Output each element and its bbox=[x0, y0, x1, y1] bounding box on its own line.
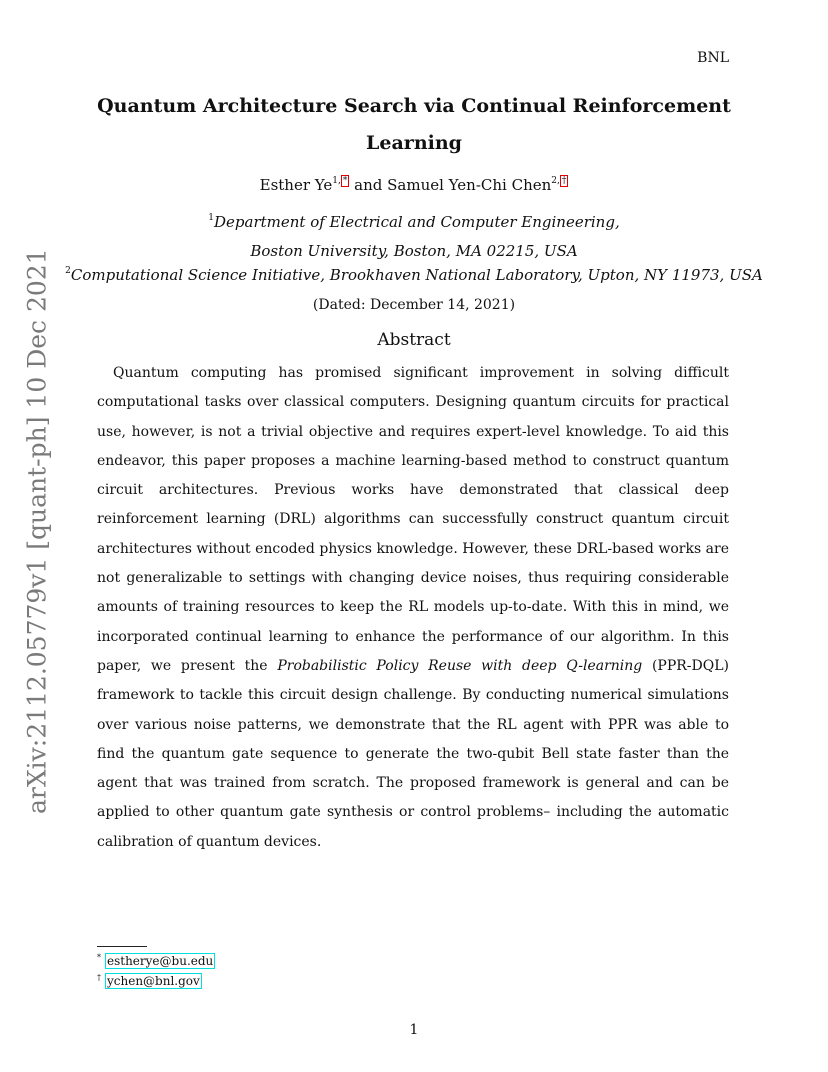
paper-title bbox=[0, 88, 828, 162]
abstract-heading: Abstract bbox=[377, 330, 451, 350]
footnote-rule bbox=[97, 946, 147, 947]
author-1-affil: 1, * bbox=[332, 176, 348, 186]
arxiv-stamp: arXiv:2112.05779v1 [quant-ph] 10 Dec 2021 bbox=[22, 248, 52, 814]
title-line-1: Quantum Architecture Search via Continual Reinforcement bbox=[97, 95, 731, 117]
author-list bbox=[0, 176, 828, 194]
footnote-2-mark: † bbox=[97, 973, 101, 982]
author-2-affil: 2, † bbox=[551, 176, 567, 186]
date-line: (Dated: December 14, 2021) bbox=[312, 297, 516, 313]
affiliation-2 bbox=[0, 266, 828, 284]
author-1-footnote-link[interactable]: * bbox=[342, 176, 348, 186]
affiliation-2-line-1: Computational Science Initiative, Brookhaven National Laboratory, Upton, NY 11973, USA bbox=[70, 266, 763, 284]
author-2-name: Samuel Yen-Chi Chen bbox=[387, 176, 552, 194]
abstract-emphasis: Probabilistic Policy Reuse with deep Q-learning bbox=[277, 657, 643, 674]
abstract-text-part-1: Quantum computing has promised significant improvement in solving difficult computational tasks over classical computers. Designing quantum circuits for practical use, however, is not a trivial objective and requires expert-level knowledge. To aid this endeavor, this paper proposes a machine learning-based method to construct quantum circuit architectures. Previous works have demonstrated that classical deep reinforcement learning (DRL) algorithms can successfully construct quantum circuit architectures without encoded physics knowledge. However, these DRL-based works are not generalizable to settings with changing device noises, thus requiring considerable amounts of training resources to keep the RL models up-to-date. With this in mind, we incorporated continual learning to enhance the performance of our algorithm. In this paper, we present the bbox=[97, 365, 729, 674]
title-line-2: Learning bbox=[366, 132, 462, 154]
affiliation-1 bbox=[0, 208, 828, 266]
footnote-1 bbox=[97, 954, 215, 968]
abstract-body bbox=[97, 359, 729, 857]
abstract-text-part-2: (PPR-DQL) framework to tackle this circuit design challenge. By conducting numerical simulations over various noise patterns, we demonstrate that the RL agent with PPR was able to find the quantum gate sequence to generate the two-qubit Bell state faster than the agent that was trained from scratch. The proposed framework is general and can be applied to other quantum gate synthesis or control problems– including the automatic calibration of quantum devices. bbox=[97, 657, 729, 850]
footnote-2-email-link[interactable]: ychen@bnl.gov bbox=[107, 974, 200, 988]
footnote-1-email-link[interactable]: estherye@bu.edu bbox=[107, 954, 214, 968]
author-connector: and bbox=[354, 176, 383, 194]
header-label: BNL bbox=[697, 50, 729, 66]
affiliation-1-line-2: Boston University, Boston, MA 02215, USA bbox=[250, 242, 578, 260]
affiliation-2-mark: 2 bbox=[65, 266, 71, 276]
affiliation-1-line-1: Department of Electrical and Computer Engineering, bbox=[214, 213, 620, 231]
affiliation-1-mark: 1 bbox=[208, 213, 214, 223]
author-1-name: Esther Ye bbox=[259, 176, 333, 194]
author-2-footnote-link[interactable]: † bbox=[561, 176, 567, 186]
footnote-1-mark: * bbox=[97, 953, 101, 962]
footnote-2 bbox=[97, 974, 202, 988]
page-number: 1 bbox=[409, 1022, 419, 1038]
